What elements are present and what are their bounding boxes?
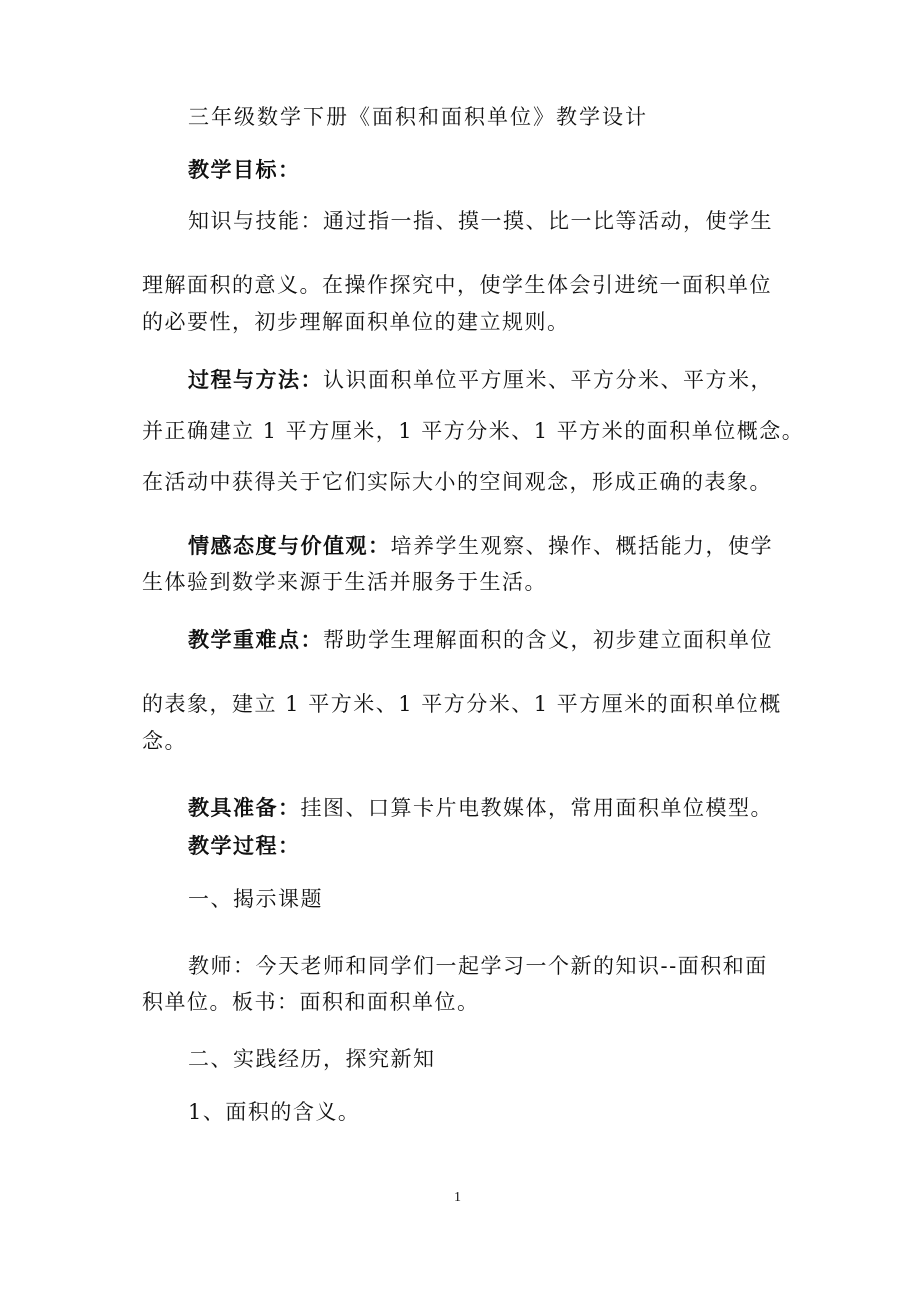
teacher-line-2: 积单位。板书：面积和面积单位。 bbox=[142, 990, 480, 1014]
materials-label: 教具准备： bbox=[188, 796, 301, 820]
knowledge-skills-label: 知识与技能： bbox=[188, 209, 323, 233]
attitudes-values-line-2: 生体验到数学来源于生活并服务于生活。 bbox=[142, 570, 547, 594]
knowledge-skills-line-2: 理解面积的意义。在操作探究中，使学生体会引进统一面积单位 bbox=[142, 273, 772, 297]
key-difficulties-paragraph bbox=[188, 627, 773, 653]
process-methods-line-2: 并正确建立 1 平方厘米，1 平方分米、1 平方米的面积单位概念。 bbox=[142, 419, 805, 443]
process-methods-line-1: 认识面积单位平方厘米、平方分米、平方米， bbox=[323, 368, 773, 392]
objectives-heading: 教学目标： bbox=[188, 158, 301, 182]
attitudes-values-line-1: 培养学生观察、操作、概括能力，使学 bbox=[390, 534, 773, 558]
key-difficulties-label: 教学重难点： bbox=[188, 628, 323, 652]
process-heading: 教学过程： bbox=[188, 834, 301, 858]
document-title: 三年级数学下册《面积和面积单位》教学设计 bbox=[188, 105, 648, 129]
knowledge-skills-line-3: 的必要性，初步理解面积单位的建立规则。 bbox=[142, 310, 570, 334]
process-methods-label: 过程与方法： bbox=[188, 368, 323, 392]
page-number: 1 bbox=[454, 1190, 461, 1205]
teacher-line-1: 教师：今天老师和同学们一起学习一个新的知识--面积和面 bbox=[188, 954, 768, 978]
materials-text: 挂图、口算卡片电教媒体，常用面积单位模型。 bbox=[300, 796, 773, 820]
process-methods-paragraph bbox=[188, 367, 773, 393]
attitudes-values-paragraph bbox=[188, 533, 773, 559]
knowledge-skills-line-1: 通过指一指、摸一摸、比一比等活动，使学生 bbox=[323, 209, 773, 233]
attitudes-values-label: 情感态度与价值观： bbox=[188, 534, 391, 558]
process-methods-line-3: 在活动中获得关于它们实际大小的空间观念，形成正确的表象。 bbox=[142, 470, 772, 494]
subsection-1-heading: 1、面积的含义。 bbox=[188, 1100, 361, 1124]
section-1-heading: 一、揭示课题 bbox=[188, 887, 323, 911]
key-difficulties-line-2: 的表象，建立 1 平方米、1 平方分米、1 平方厘米的面积单位概 bbox=[142, 692, 782, 716]
knowledge-skills-paragraph bbox=[188, 208, 773, 234]
key-difficulties-line-3: 念。 bbox=[142, 729, 187, 753]
key-difficulties-line-1: 帮助学生理解面积的含义，初步建立面积单位 bbox=[323, 628, 773, 652]
materials-paragraph bbox=[188, 795, 773, 821]
section-2-heading: 二、实践经历，探究新知 bbox=[188, 1047, 436, 1071]
